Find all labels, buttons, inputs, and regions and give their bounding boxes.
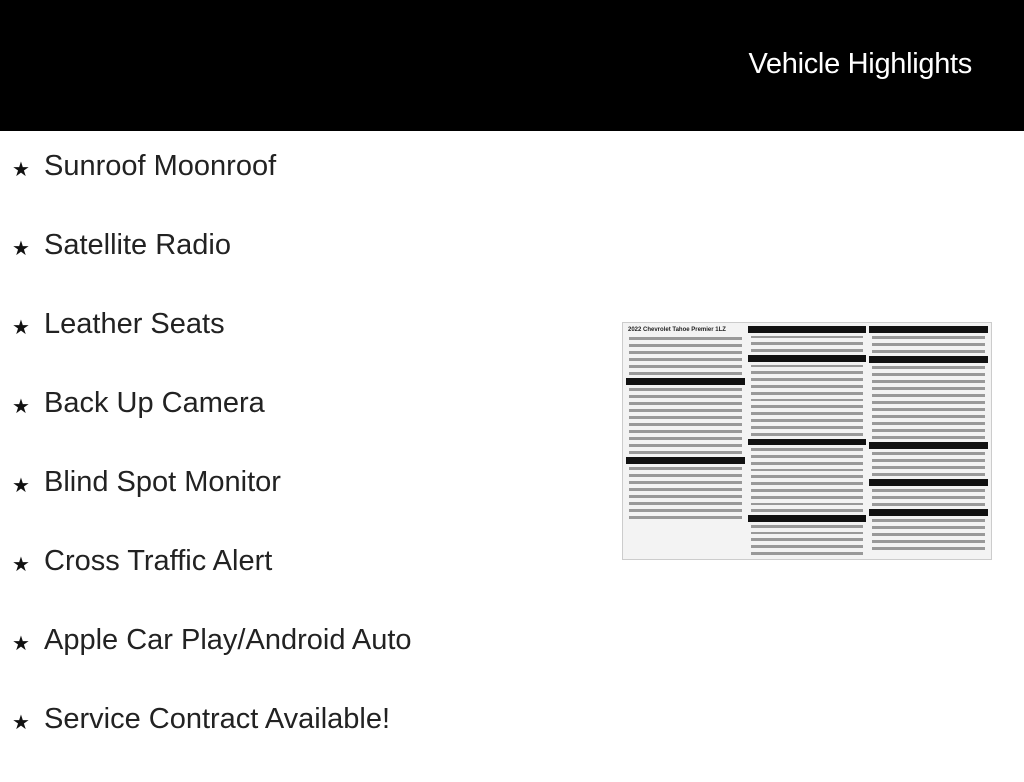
list-item: ★ Sunroof Moonroof bbox=[12, 150, 277, 182]
star-icon: ★ bbox=[12, 396, 30, 418]
list-item: ★ Leather Seats bbox=[12, 308, 225, 340]
star-icon: ★ bbox=[12, 159, 30, 181]
header-banner bbox=[0, 0, 1024, 131]
list-item: ★ Cross Traffic Alert bbox=[12, 545, 273, 577]
star-icon: ★ bbox=[12, 238, 30, 260]
sticker-title: 2022 Chevrolet Tahoe Premier 1LZ bbox=[628, 327, 726, 333]
star-icon: ★ bbox=[12, 317, 30, 339]
sticker-column bbox=[869, 326, 988, 556]
list-item: ★ Apple Car Play/Android Auto bbox=[12, 624, 412, 656]
list-item: ★ Back Up Camera bbox=[12, 387, 265, 419]
star-icon: ★ bbox=[12, 475, 30, 497]
star-icon: ★ bbox=[12, 554, 30, 576]
star-icon: ★ bbox=[12, 712, 30, 734]
list-item: ★ Satellite Radio bbox=[12, 229, 231, 261]
highlights-list bbox=[12, 150, 412, 782]
sticker-column bbox=[626, 326, 745, 556]
window-sticker-image bbox=[622, 322, 992, 560]
star-icon: ★ bbox=[12, 633, 30, 655]
page-title: Vehicle Highlights bbox=[748, 48, 972, 80]
sticker-column bbox=[748, 326, 867, 556]
list-item: ★ Service Contract Available! bbox=[12, 703, 391, 735]
list-item: ★ Blind Spot Monitor bbox=[12, 466, 281, 498]
